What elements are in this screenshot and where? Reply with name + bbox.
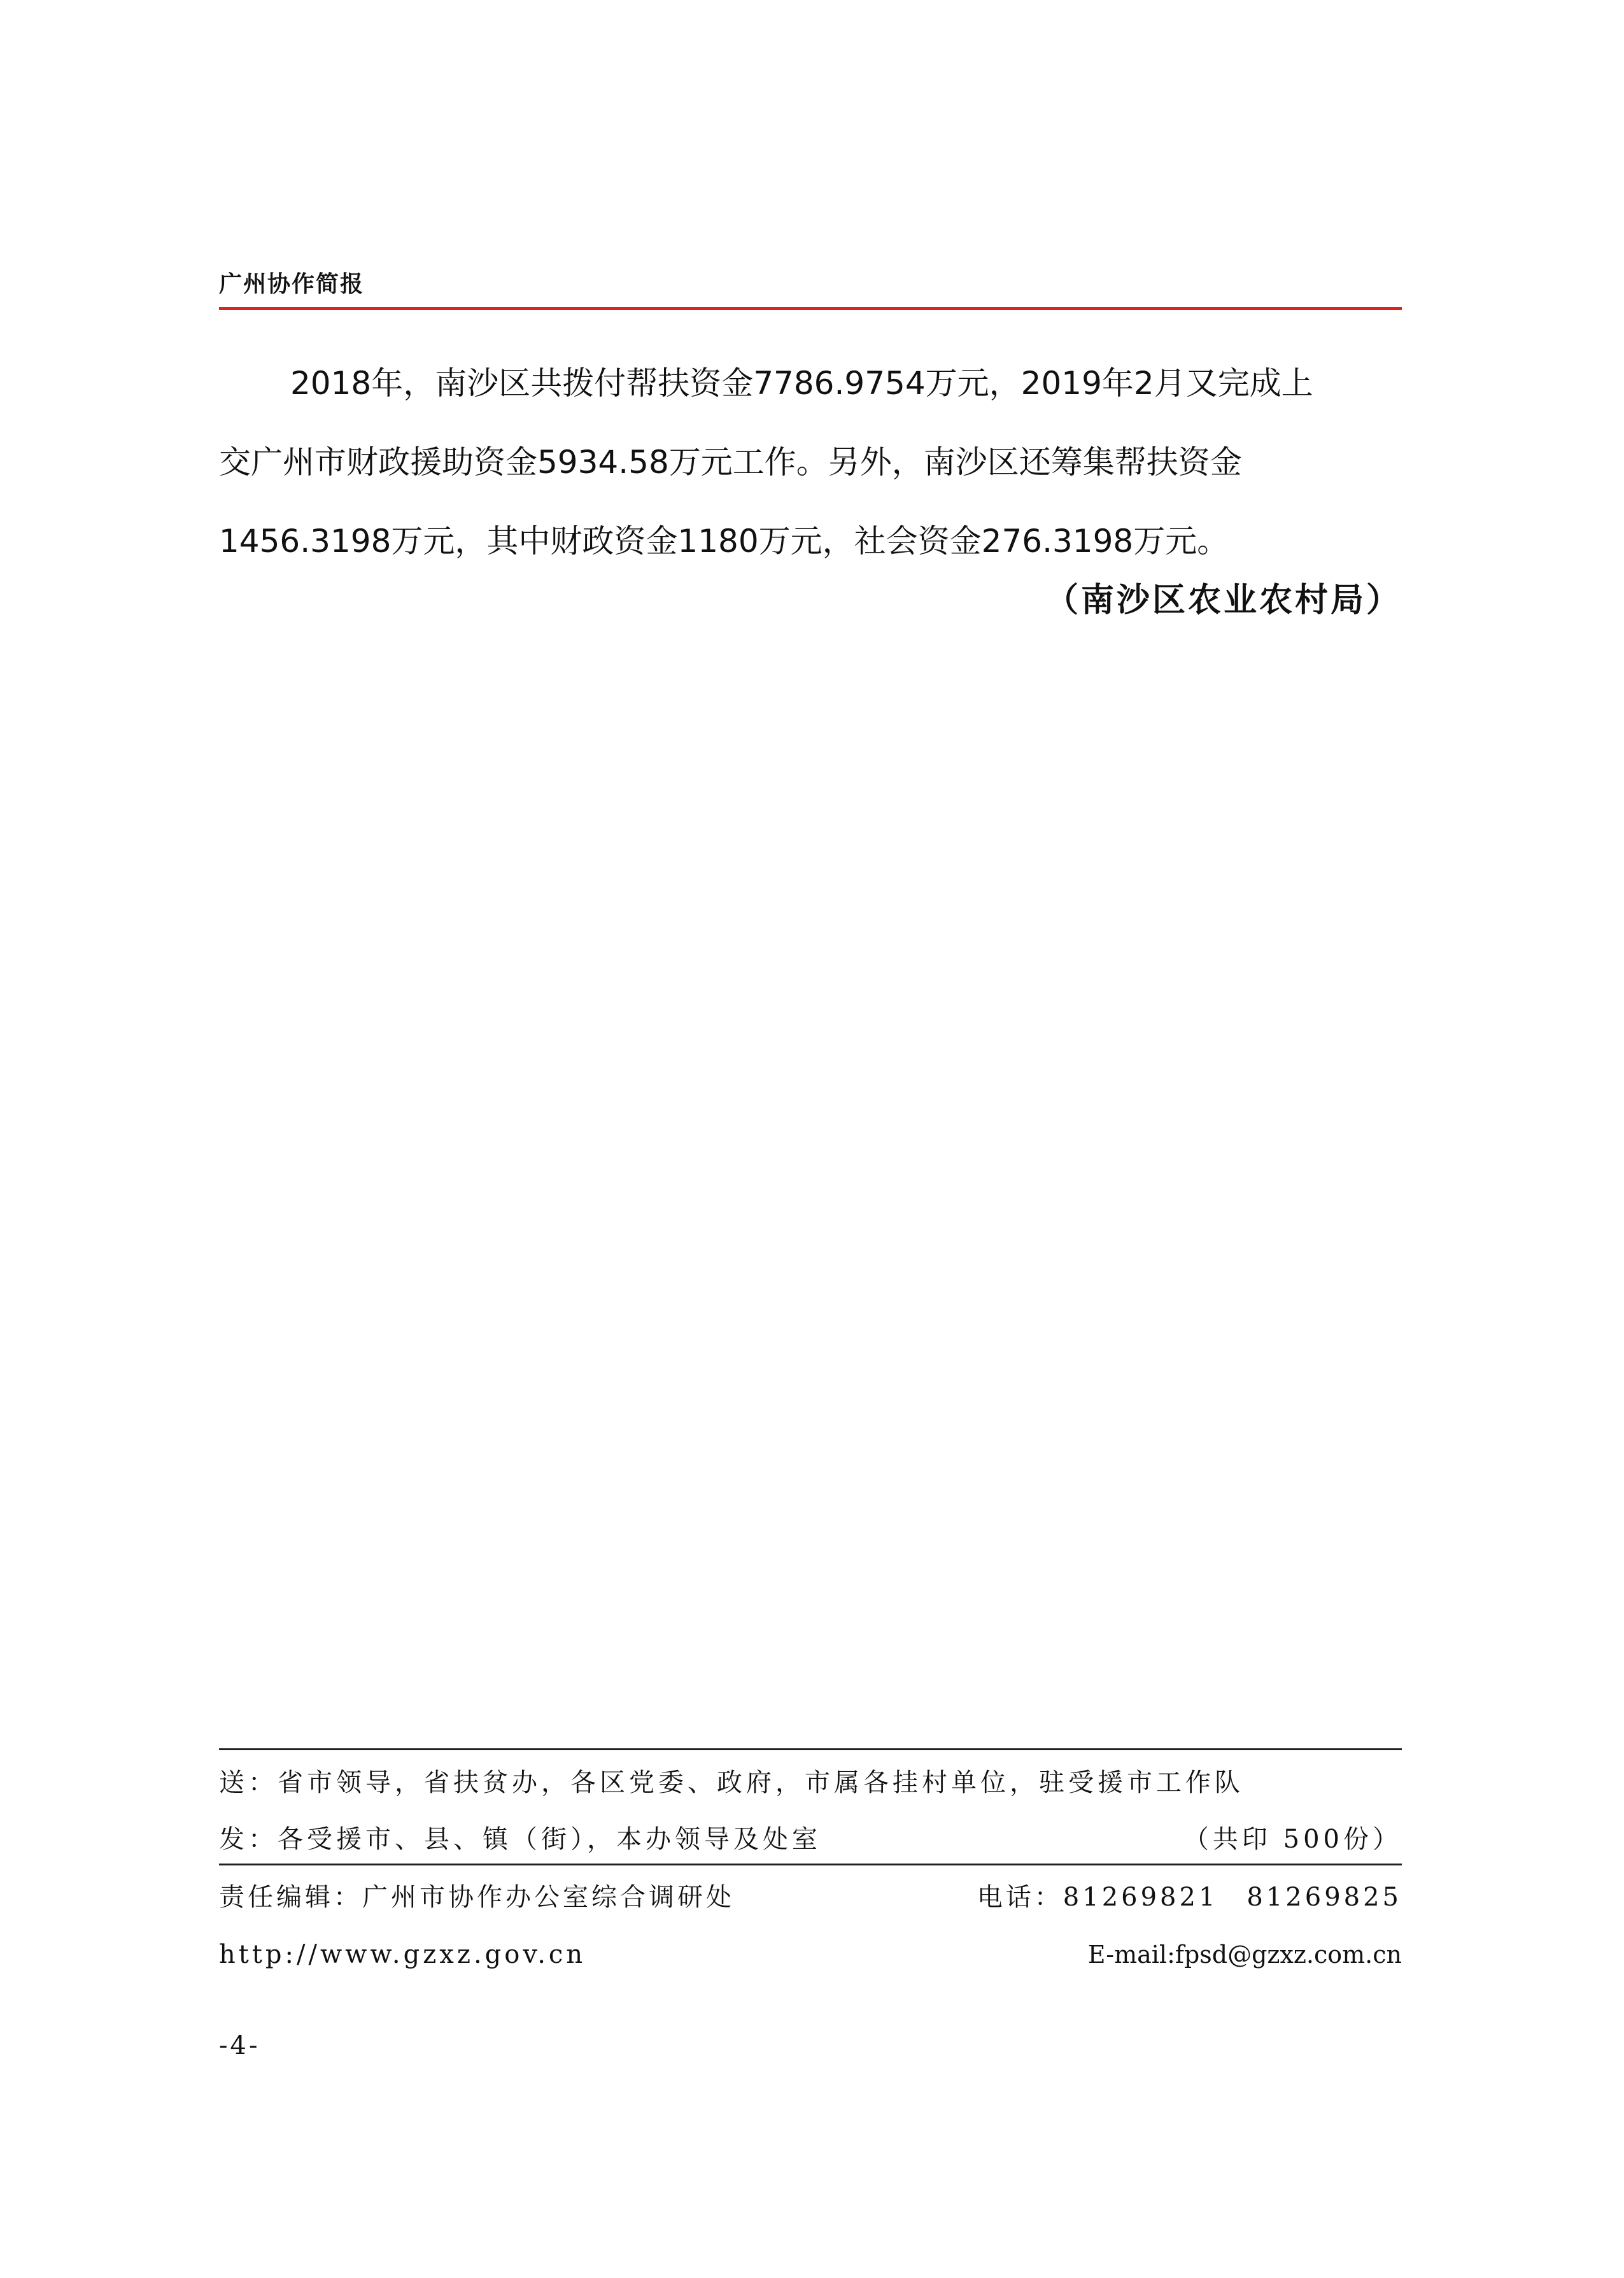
editor-line [219,1865,1402,1924]
website-link[interactable]: http://www.gzxz.gov.cn [219,1940,586,1969]
source-attribution: （南沙区农业农村局） [1045,581,1402,619]
header-rule [219,307,1402,310]
send-line [219,1750,1402,1810]
phone-text: 电话：81269821 81269825 [977,1882,1402,1912]
footer [219,1748,1402,1985]
body-line-2: 交广州市财政援助资金5934.58万元工作。另外，南沙区还筹集帮扶资金 [219,444,1242,481]
distribute-text: 发：各受援市、县、镇（街），本办领导及处室 [219,1824,821,1854]
page-number: -4- [219,2031,260,2060]
email-link[interactable]: E-mail:fpsd@gzxz.com.cn [1087,1941,1402,1969]
contact-line [219,1924,1402,1985]
copies-text: （共印 500份） [1183,1824,1402,1854]
editor-text: 责任编辑：广州市协作办公室综合调研处 [219,1882,735,1912]
body-paragraph [219,344,1402,581]
header-title: 广州协作简报 [219,271,365,297]
distribute-line [219,1810,1402,1864]
body-line-1: 2018年，南沙区共拨付帮扶资金7786.9754万元，2019年2月又完成上 [290,365,1313,402]
body-line-3: 1456.3198万元，其中财政资金1180万元，社会资金276.3198万元。 [219,523,1229,560]
send-text: 送：省市领导，省扶贫办，各区党委、政府，市属各挂村单位，驻受援市工作队 [219,1767,1244,1797]
